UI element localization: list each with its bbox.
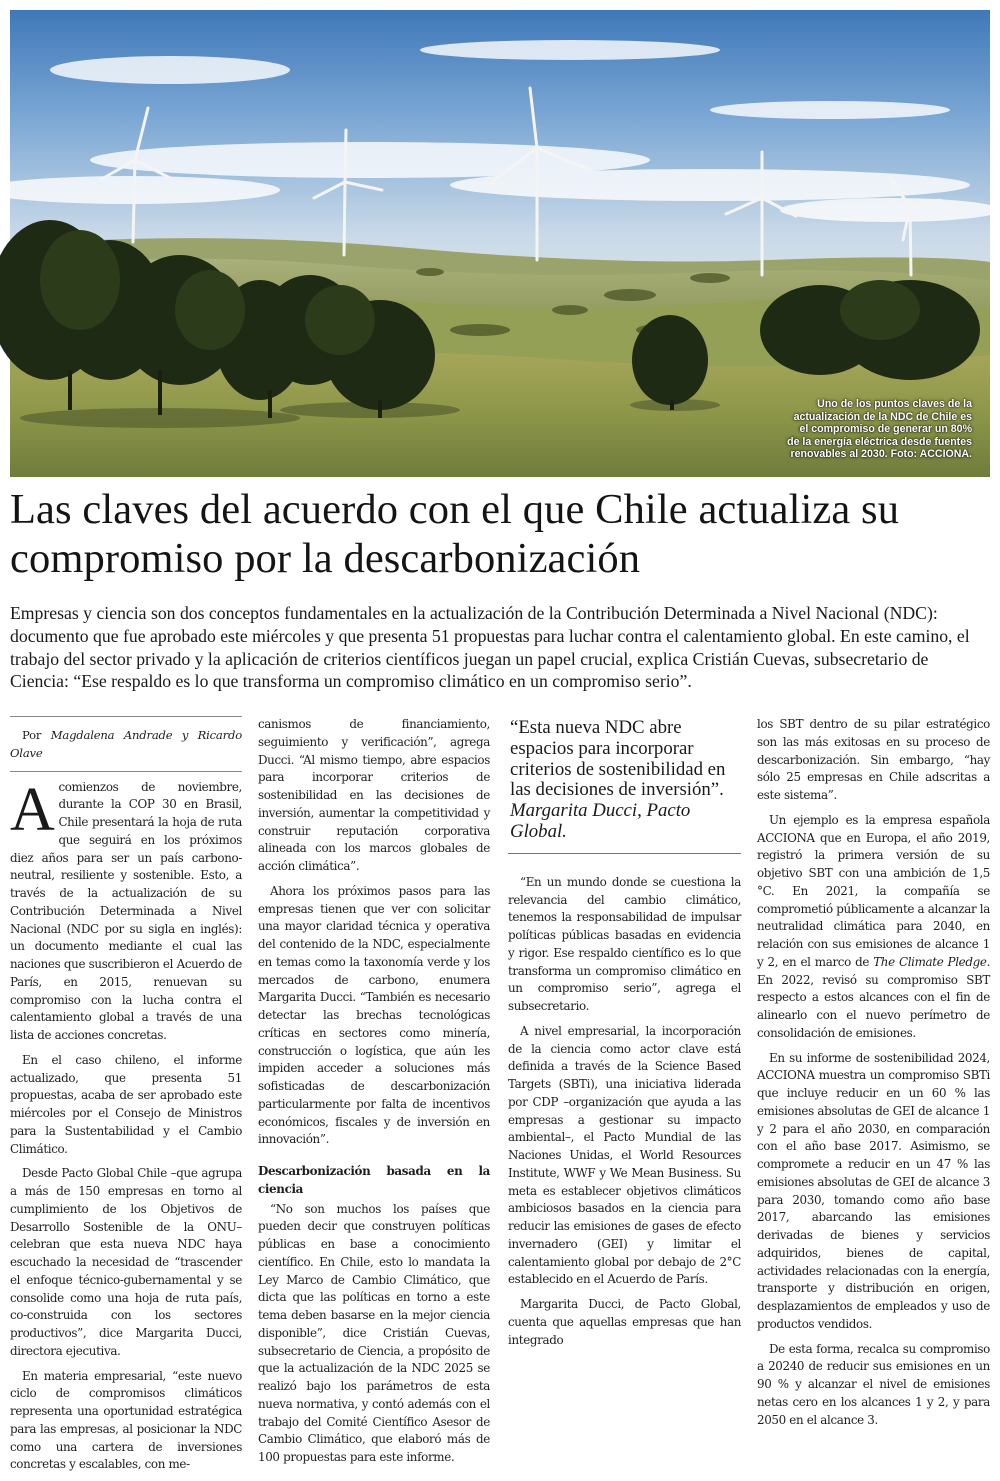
body-paragraph <box>10 775 242 1045</box>
byline <box>10 716 242 772</box>
pull-quote-text: “Esta nueva NDC abre espacios para incorporar criterios de sostenibilidad en las decisiones de inversión”. <box>510 717 726 801</box>
body-paragraph: En su informe de sostenibilidad 2024, ACCIONA muestra un compromiso SBTi que incluye reducir en un 60 % las emisiones absolutas de GEI de alcance 1 y 2 para el año 2030, en comparación con el año base 2017. Asimismo, se compromete a reducir en un 47 % las emisiones absolutas de GEI de alcance 3 para 2030, tomando como año base 2017, abarcando las emisiones derivadas de bienes y servicios adquiridos, bienes de capital, actividades relacionadas con la energía, transporte y distribución en origen, desplazamientos de empleados y uso de productos vendidos. <box>757 1050 990 1331</box>
hero-photo <box>10 10 990 477</box>
body-paragraph <box>757 812 990 1043</box>
column-1 <box>10 716 242 1481</box>
pull-quote-attribution: Margarita Ducci, Pacto Global. <box>510 800 691 842</box>
body-italic: The Climate Pledge <box>873 954 987 969</box>
byline-authors: Magdalena Andrade y Ricardo Olave <box>10 728 242 760</box>
body-paragraph: De esta forma, recalca su compromiso a 20240 de reducir sus emisiones en un 90 % y alcanzar el nivel de emisiones netas cero en los alcances 1 y 2, y para 2050 en el alcance 3. <box>757 1341 990 1427</box>
photo-caption: Uno de los puntos claves de la actualización de la NDC de Chile es el compromiso de generar un 80% de la energía eléctrica desde fuentes renovables al 2030. Foto: ACCIONA. <box>787 398 972 461</box>
body-paragraph: A nivel empresarial, la incorporación de la ciencia como actor clave está definida a través de la Science Based Targets (SBTi), una iniciativa liderada por CDP –organización que ayuda a las empresas a gestionar su impacto ambiental–, el Pacto Mundial de las Naciones Unidas, el World Resources Institute, WWF y We Mean Business. Su meta es establecer objetivos climáticos ambiciosos basados en la ciencia para reducir las emisiones de gases de efecto invernadero (GEI) y limitar el calentamiento global por debajo de 2°C establecido en el Acuerdo de París. <box>508 1023 741 1287</box>
column-3 <box>508 716 741 1356</box>
body-paragraph: “En un mundo donde se cuestiona la relevancia del cambio climático, tenemos la responsabilidad de impulsar políticas públicas basadas en evidencia y rigor. Ese respaldo científico es lo que transforma un compromiso climático en un compromiso serio”, agrega el subsecretario. <box>508 874 741 1014</box>
body-paragraph: En el caso chileno, el informe actualizado, que presenta 51 propuestas, acaba de ser aprobado este miércoles por el Consejo de Ministros para la Sustentabilidad y el Cambio Climático. <box>10 1052 242 1156</box>
body-paragraph: Desde Pacto Global Chile –que agrupa a más de 150 empresas en torno al cumplimiento de los Objetivos de Desarrollo Sostenible de la ONU– celebran que esta nueva NDC haya escuchado la necesidad de “trascender el enfoque técnico-gubernamental y se consolide como una hoja de ruta país, co-construida con los sectores productivos”, dice Margarita Ducci, directora ejecutiva. <box>10 1166 242 1358</box>
pull-quote <box>508 716 741 854</box>
body-paragraph: En materia empresarial, “este nuevo ciclo de compromisos climáticos representa una oportunidad estratégica para las empresas, al posicionar la NDC como una cartera de inversiones concretas y escalables, con me- <box>10 1368 242 1472</box>
body-paragraph: canismos de financiamiento, seguimiento y verificación”, agrega Ducci. “Al mismo tiempo, abre espacios para incorporar criterios de sostenibilidad en las decisiones de inversión, aumentar la competitividad y construir reputación corporativa alineada con los marcos globales de acción climática”. <box>258 717 490 873</box>
body-text: comienzos de noviembre, durante la COP 30 en Brasil, Chile presentará la hoja de ruta que seguirá en los próximos diez años para ser un país carbono-neutral, resiliente y sostenible. Esto, a través de la actualización de su Contribución Determinada a Nivel Nacional (NDC por su sigla en inglés): un documento mediante el cual las naciones que suscribieron el Acuerdo de París, en 2015, renuevan su compromiso con la lucha contra el calentamiento global a través de una lista de acciones concretas. <box>10 779 242 1042</box>
lead-paragraph: Empresas y ciencia son dos conceptos fundamentales en la actualización de la Contribución Determinada a Nivel Nacional (NDC): documento que fue aprobado este miércoles y que presenta 51 propuestas para luchar contra el calentamiento global. En este camino, el trabajo del sector privado y la aplicación de criterios científicos juegan un papel crucial, explica Cristián Cuevas, subsecretario de Ciencia: “Ese respaldo es lo que transforma un compromiso climático en un compromiso serio”. <box>10 603 970 692</box>
body-paragraph: “No son muchos los países que pueden decir que construyen políticas públicas en base a conocimiento científico. En Chile, esto lo mandata la Ley Marco de Cambio Climático, que dicta que las políticas en torno a este tema deben basarse en la mejor ciencia disponible”, dice Cristián Cuevas, subsecretario de Ciencia, a propósito de que la actualización de la NDC 2025 se realizó bajo los parámetros de esta nueva normativa, y contó además con el trabajo del Comité Científico Asesor de Cambio Climático, que elaboró más de 100 propuestas para este informe. <box>258 1201 490 1464</box>
body-paragraph: los SBT dentro de su pilar estratégico son las más exitosas en su proceso de descarbonización. Sin embargo, “hay sólo 25 empresas en Chile adscritas a este sistema”. <box>757 717 990 802</box>
column-2 <box>258 716 490 1474</box>
byline-prefix: Por <box>22 728 42 742</box>
section-subhead: Descarbonización basada en la ciencia <box>258 1164 490 1196</box>
body-paragraph: Margarita Ducci, de Pacto Global, cuenta que aquellas empresas que han integrado <box>508 1297 741 1347</box>
dropcap: A <box>10 775 55 844</box>
body-text: . En 2022, revisó su compromiso SBT respecto a estos alcances con el fin de alinearlo con el nuevo perímetro de consolidación de emisiones. <box>757 954 990 1040</box>
body-paragraph: Ahora los próximos pasos para las empresas tienen que ver con solicitar una mayor claridad técnica y operativa del contenido de la NDC, especialmente en temas como la taxonomía verde y los mercados de carbono, enumera Margarita Ducci. “También es necesario detectar las brechas tecnológicas críticas en sectores como minería, construcción o logística, que aún les impiden acceder a soluciones más sofisticadas de descarbonización particularmente por falta de incentivos económicos, fiscales y de inversión en innovación”. <box>258 883 490 1147</box>
headline: Las claves del acuerdo con el que Chile actualiza su compromiso por la descarbonización <box>10 486 900 582</box>
body-text: Un ejemplo es la empresa española ACCIONA que en Europa, el año 2019, registró la primera versión de su objetivo SBT con una ambición de 1,5 °C. En 2021, la compañía se comprometió públicamente a alcanzar la neutralidad climática para 2040, en relación con sus emisiones de alcance 1 y 2, en el marco de <box>757 812 990 969</box>
column-4 <box>757 716 990 1436</box>
